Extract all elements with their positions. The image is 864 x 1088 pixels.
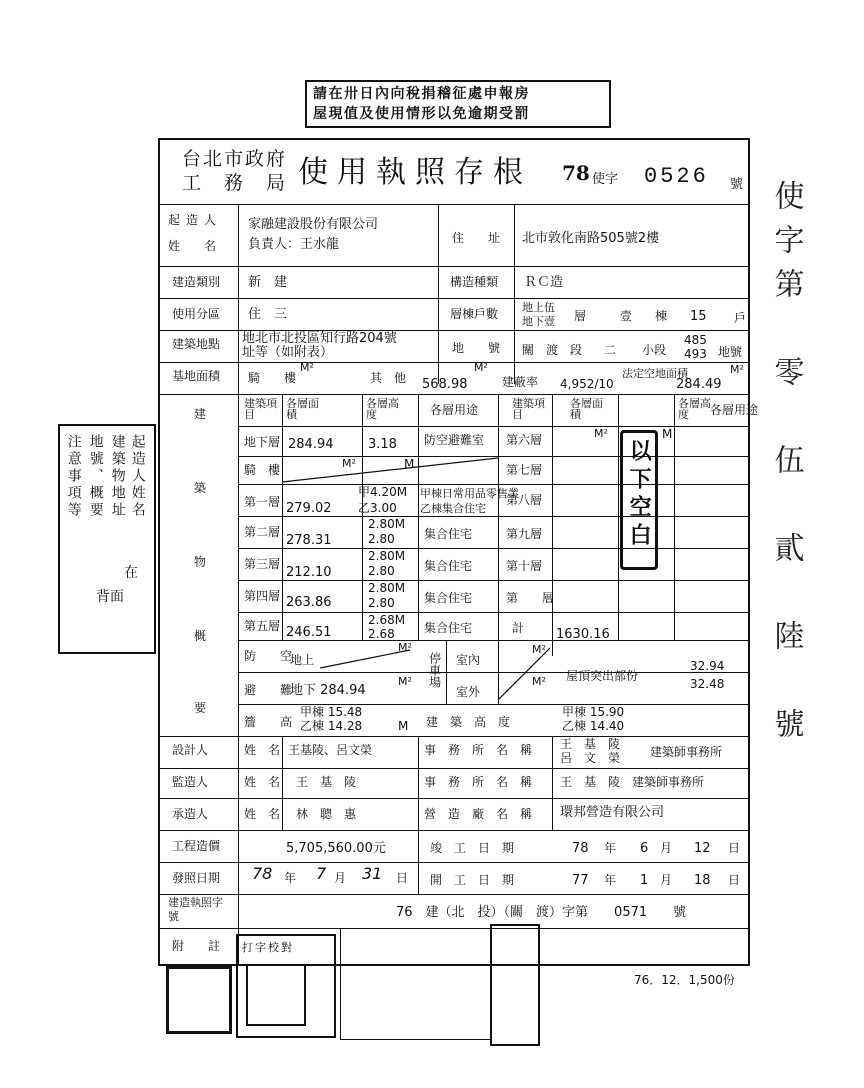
month-unit: 月 xyxy=(660,841,673,855)
office-label: 事 務 所 名 稱 xyxy=(424,743,533,757)
floor-label-r: 第六層 xyxy=(506,433,543,447)
floor-label: 騎 樓 xyxy=(244,463,281,477)
floor-height: 3.18 xyxy=(368,437,397,452)
struct-value: ＲＣ造 xyxy=(524,275,564,290)
shelter-label: 防 空 xyxy=(244,649,293,663)
name-label: 姓 名 xyxy=(244,743,281,757)
floor-use: 防空避難室 xyxy=(424,433,485,447)
floor-height: 2.68M xyxy=(368,613,406,627)
roof-label: 屋頂突出部份 xyxy=(566,669,639,683)
floor-area: 263.86 xyxy=(286,595,332,610)
name-label: 姓 名 xyxy=(244,775,281,789)
floor-use: 集合住宅 xyxy=(424,559,473,573)
section-char: 概 xyxy=(194,629,207,643)
print-note: 76．12．1,500份 xyxy=(634,973,735,987)
type-value: 新 建 xyxy=(248,275,288,290)
floor-use2: 乙棟集合住宅 xyxy=(420,502,486,515)
base-label: 基地面積 xyxy=(172,369,221,383)
parking-out: 室外 xyxy=(456,685,481,699)
shelter-strike xyxy=(320,646,410,670)
year-unit: 年 xyxy=(604,841,617,855)
floors-label: 層棟戶數 xyxy=(450,307,499,321)
m2-unit: M² xyxy=(594,427,608,440)
struct-label: 構造種類 xyxy=(450,275,499,289)
start-year: 77 xyxy=(572,873,589,888)
floor-area: 246.51 xyxy=(286,625,332,640)
floor-label: 第一層 xyxy=(244,495,281,509)
lot-district: 關 渡 段 xyxy=(522,343,583,357)
side-note-extra1: 在 xyxy=(124,565,138,581)
households-unit: 戶 xyxy=(734,311,747,325)
side-note-col4: 注意事項等 xyxy=(65,434,82,519)
evac-label: 避 難 xyxy=(244,683,293,697)
site-value2: 址等（如附表） xyxy=(242,345,334,360)
personal-seal xyxy=(246,964,306,1026)
firm-label: 營 造 廠 名 稱 xyxy=(424,807,533,821)
right-margin-text: 使字第 零 伍 貳 陸 號 xyxy=(768,180,804,752)
floor-height2: 2.80 xyxy=(368,596,395,610)
m2-unit: M² xyxy=(730,363,744,376)
m2-unit: M² xyxy=(398,641,412,654)
permit-label: 建造執照字號 xyxy=(168,896,223,924)
shelter-below: 地下 284.94 xyxy=(290,683,366,698)
header-suffix: 號 xyxy=(730,177,744,192)
bureau-name: 工 務 局 xyxy=(182,172,288,194)
m2-unit: M² xyxy=(532,643,546,656)
col-area-r: 各層面積 xyxy=(570,397,603,421)
m2-unit: M² xyxy=(342,457,356,470)
notice-box xyxy=(305,80,611,128)
notice-line1: 請在卅日內向稅捐稽征處申報房 xyxy=(313,86,530,102)
completion-day: 12 xyxy=(694,841,711,856)
designer-office-a: 王 基 陵 xyxy=(560,737,621,751)
floor-height: 甲4.20M xyxy=(358,485,408,499)
permit-number: 0526 xyxy=(644,164,709,189)
supervisor-label: 監造人 xyxy=(172,775,209,789)
lot-unit: 地號 xyxy=(718,345,743,359)
col-area: 各層面積 xyxy=(286,397,319,421)
floor-label: 第四層 xyxy=(244,589,281,603)
designer-label: 設計人 xyxy=(172,743,209,757)
type-label: 建造類別 xyxy=(172,275,221,289)
roof-val2: 32.48 xyxy=(690,677,725,691)
floors-bldg: 壹 xyxy=(620,309,633,323)
floor-label-r: 第十層 xyxy=(506,559,543,573)
year-unit: 年 xyxy=(284,871,297,885)
building-height-label: 建 築 高 度 xyxy=(426,715,511,729)
site-value: 地北市北投區知行路204號 xyxy=(242,331,397,346)
remarks-label: 附 註 xyxy=(172,939,221,953)
eave-a: 甲棟 15.48 xyxy=(300,705,363,719)
supervisor-name: 王 基 陵 xyxy=(296,775,357,789)
floor-use: 集合住宅 xyxy=(424,591,473,605)
households: 15 xyxy=(690,309,707,324)
supervisor-office: 王 基 陵 建築師事務所 xyxy=(560,775,705,789)
coverage-value: 4,952/10 xyxy=(560,377,614,391)
contractor-name: 林 聰 惠 xyxy=(296,807,357,821)
address-value: 北市敦化南路505號2樓 xyxy=(522,231,660,246)
m2-unit: M² xyxy=(532,675,546,688)
m-unit: M xyxy=(662,427,673,441)
parking-label: 停車場 xyxy=(427,652,442,688)
floor-use: 集合住宅 xyxy=(424,527,473,541)
day-unit: 日 xyxy=(728,841,741,855)
side-note-box xyxy=(58,424,156,654)
builder-label: 起造人 xyxy=(168,213,223,227)
floor-area: 284.94 xyxy=(288,437,334,452)
section-char: 築 xyxy=(194,481,207,495)
floor-area: 212.10 xyxy=(286,565,332,580)
floor-area: 279.02 xyxy=(286,501,332,516)
floors-bldg-unit: 棟 xyxy=(655,309,668,323)
lot-no2: 493 xyxy=(684,347,707,361)
side-note-col1: 起造人姓名 xyxy=(129,434,146,519)
floor-label: 第三層 xyxy=(244,557,281,571)
start-day: 18 xyxy=(694,873,711,888)
floor-label: 第二層 xyxy=(244,525,281,539)
issue-year: 78 xyxy=(252,864,273,883)
issue-label: 發照日期 xyxy=(172,871,221,885)
section-char: 要 xyxy=(194,701,207,715)
gov-name: 台北市政府 xyxy=(182,148,288,170)
coverage-label: 建蔽率 xyxy=(502,375,539,389)
blank-below-stamp xyxy=(620,430,658,570)
permit-value: 76 建（北 投）（關 渡）字第 0571 號 xyxy=(396,905,687,920)
builder-rep: 負責人：王水龍 xyxy=(248,237,340,252)
contractor-label: 承造人 xyxy=(172,807,209,821)
side-note-extra2: 背面 xyxy=(96,589,124,605)
floors-below: 地下壹 xyxy=(522,315,555,328)
col-item: 建築項目 xyxy=(244,397,277,421)
m-unit: M xyxy=(404,457,415,471)
col-height: 各層高度 xyxy=(366,397,399,421)
name-label: 姓 名 xyxy=(244,807,281,821)
floor-area: 278.31 xyxy=(286,533,332,548)
office-suffix: 建築師事務所 xyxy=(650,745,723,759)
base-area: 568.98 xyxy=(422,377,468,392)
notice-line2: 屋現值及使用情形以免逾期受罰 xyxy=(313,106,530,122)
floor-height2: 2.80 xyxy=(368,564,395,578)
side-note-col2: 建築物地址 xyxy=(109,434,126,519)
floor-height2: 2.68 xyxy=(368,627,395,641)
arcade-label: 騎 樓 xyxy=(248,371,297,385)
floor-use: 集合住宅 xyxy=(424,621,473,635)
typing-check-box xyxy=(236,934,336,1038)
completion-month: 6 xyxy=(640,841,649,856)
header-char: 使字 xyxy=(592,172,619,187)
designer-office-b: 呂 文 榮 xyxy=(560,751,621,765)
lot-sub: 二 xyxy=(604,343,617,357)
lot-sub-unit: 小段 xyxy=(642,343,667,357)
approval-box xyxy=(340,928,492,1040)
floor-height: 2.80M xyxy=(368,581,406,595)
floor-height: 2.80M xyxy=(368,517,406,531)
month-unit: 月 xyxy=(334,871,347,885)
roof-val1: 32.94 xyxy=(690,659,725,673)
day-unit: 日 xyxy=(728,873,741,887)
floor-label-r: 第七層 xyxy=(506,463,543,477)
address-label: 住 址 xyxy=(452,231,501,245)
legal-open-label: 法定空地面積 xyxy=(622,367,688,380)
floors-unit: 層 xyxy=(574,309,587,323)
parking-in: 室內 xyxy=(456,653,481,667)
legal-open-value: 284.49 xyxy=(676,377,722,392)
m-unit: M xyxy=(398,719,409,733)
month-unit: 月 xyxy=(660,873,673,887)
floor-label-r: 計 xyxy=(512,621,525,635)
col-use: 各層用途 xyxy=(430,403,479,417)
completion-label: 竣 工 日 期 xyxy=(430,841,515,855)
day-unit: 日 xyxy=(396,871,409,885)
lot-label: 地 號 xyxy=(452,341,501,355)
office-label: 事 務 所 名 稱 xyxy=(424,775,533,789)
issue-month: 7 xyxy=(316,864,327,883)
firm-name: 環邦營造有限公司 xyxy=(560,805,665,820)
lot-no1: 485 xyxy=(684,333,707,347)
bh-b: 乙棟 14.40 xyxy=(562,719,625,733)
col-height-r: 各層高度 xyxy=(678,397,711,421)
signature-seal xyxy=(490,924,540,1046)
floor-label: 第五層 xyxy=(244,619,281,633)
cost-label: 工程造價 xyxy=(172,839,221,853)
section-char: 建 xyxy=(194,407,207,421)
col-item-r: 建築項目 xyxy=(512,397,545,421)
floors-above: 地上伍 xyxy=(522,301,555,314)
section-char: 物 xyxy=(194,555,207,569)
floor-height: 2.80M xyxy=(368,549,406,563)
header-year: 78 xyxy=(562,161,590,185)
eave-label: 簷 高 xyxy=(244,715,293,729)
builder-name-label: 姓 名 xyxy=(168,239,217,253)
cost-value: 5,705,560.00元 xyxy=(286,841,386,856)
floor-height2: 2.80 xyxy=(368,532,395,546)
shelter-above: 地上 xyxy=(290,653,315,667)
year-unit: 年 xyxy=(604,873,617,887)
start-label: 開 工 日 期 xyxy=(430,873,515,887)
completion-year: 78 xyxy=(572,841,589,856)
blank-below-text: 以下空白 xyxy=(626,439,652,551)
usage-label: 使用分區 xyxy=(172,307,221,321)
site-label: 建築地點 xyxy=(172,337,221,351)
builder-name: 家融建設股份有限公司 xyxy=(248,217,379,232)
floor-label-r: 第八層 xyxy=(506,493,543,507)
floor-use: 甲棟日常用品零售業 xyxy=(420,487,519,500)
floor-label-r: 第 層 xyxy=(506,591,555,605)
col-use-r: 各層用途 xyxy=(710,403,759,417)
m2-unit: M² xyxy=(300,361,314,374)
designer-name: 王基陵、呂文榮 xyxy=(288,743,373,757)
floor-label: 地下層 xyxy=(244,435,281,449)
eave-b: 乙棟 14.28 xyxy=(300,719,363,733)
usage-value: 住 三 xyxy=(248,307,288,322)
start-month: 1 xyxy=(640,873,649,888)
page-title: 使用執照存根 xyxy=(298,155,532,190)
total-area: 1630.16 xyxy=(556,627,610,642)
m2-unit: M² xyxy=(398,675,412,688)
m2-unit: M² xyxy=(474,361,488,374)
official-seal xyxy=(166,966,232,1034)
floor-height2: 乙3.00 xyxy=(358,501,397,515)
issue-day: 31 xyxy=(362,864,383,883)
side-note-col3: 地號、概要 xyxy=(87,434,104,519)
bh-a: 甲棟 15.90 xyxy=(562,705,625,719)
typing-label: 打字校對 xyxy=(242,941,294,954)
blank-strike xyxy=(282,456,498,484)
floor-label-r: 第九層 xyxy=(506,527,543,541)
other-label: 其 他 xyxy=(370,371,407,385)
